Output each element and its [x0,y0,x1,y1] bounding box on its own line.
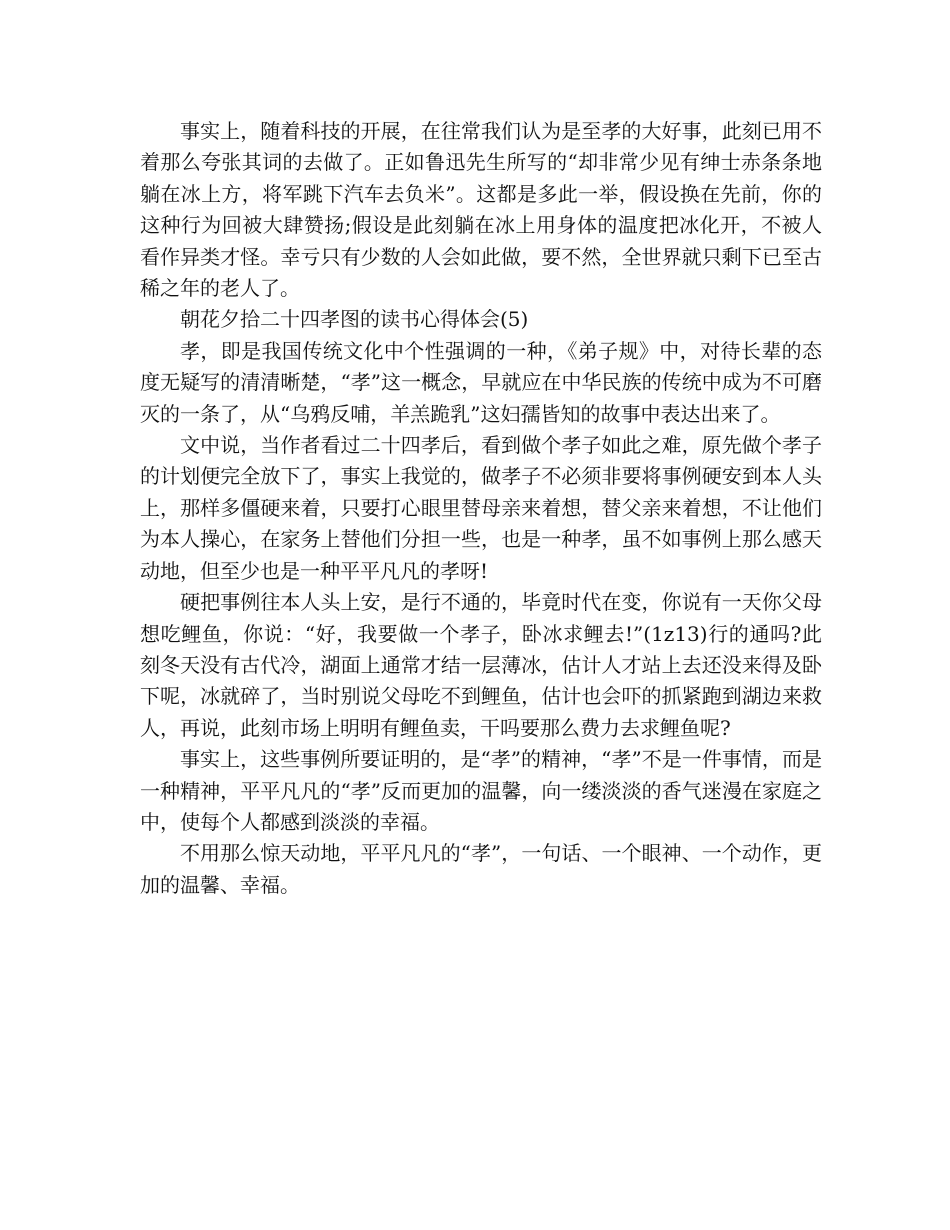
section-heading: 朝花夕拾二十四孝图的读书心得体会(5) [180,307,529,332]
paragraph: 孝，即是我国传统文化中个性强调的一种，《弟子规》中，对待长辈的态度无疑写的清清晰楚，“孝”这一概念，早就应在中华民族的传统中成为不可磨灭的一条了，从“乌鸦反哺，羊羔跪乳”这妇孺皆知的故事中表达出来了。 [140,338,822,426]
paragraph: 硬把事例往本人头上安，是行不通的，毕竟时代在变，你说有一天你父母想吃鲤鱼，你说：“好，我要做一个孝子，卧冰求鲤去!”(1z13)行的通吗?此刻冬天没有古代冷，湖面上通常才结一层薄冰，估计人才站上去还没来得及卧下呢，冰就碎了，当时别说父母吃不到鲤鱼，估计也会吓的抓紧跑到湖边来救人，再说，此刻市场上明明有鲤鱼卖，干吗要那么费力去求鲤鱼呢? [140,590,822,740]
document-body [140,116,822,901]
paragraph: 事实上，随着科技的开展，在往常我们认为是至孝的大好事，此刻已用不着那么夸张其词的去做了。正如鲁迅先生所写的“却非常少见有绅士赤条条地躺在冰上方，将军跳下汽车去负米”。这都是多此一举，假设换在先前，你的这种行为回被大肆赞扬;假设是此刻躺在冰上用身体的温度把冰化开，不被人看作异类才怪。幸亏只有少数的人会如此做，要不然，全世界就只剩下已至古稀之年的老人了。 [140,119,822,301]
paragraph: 事实上，这些事例所要证明的，是“孝”的精神，“孝”不是一件事情，而是一种精神，平平凡凡的“孝”反而更加的温馨，向一缕淡淡的香气迷漫在家庭之中，使每个人都感到淡淡的幸福。 [140,747,822,834]
paragraph: 不用那么惊天动地，平平凡凡的“孝”，一句话、一个眼神、一个动作，更加的温馨、幸福。 [140,841,822,897]
paragraph: 文中说，当作者看过二十四孝后，看到做个孝子如此之难，原先做个孝子的计划便完全放下了，事实上我觉的，做孝子不必须非要将事例硬安到本人头上，那样多僵硬来着，只要打心眼里替母亲来着想，替父亲来着想，不让他们为本人操心，在家务上替他们分担一些，也是一种孝，虽不如事例上那么感天动地，但至少也是一种平平凡凡的孝呀! [140,433,822,583]
